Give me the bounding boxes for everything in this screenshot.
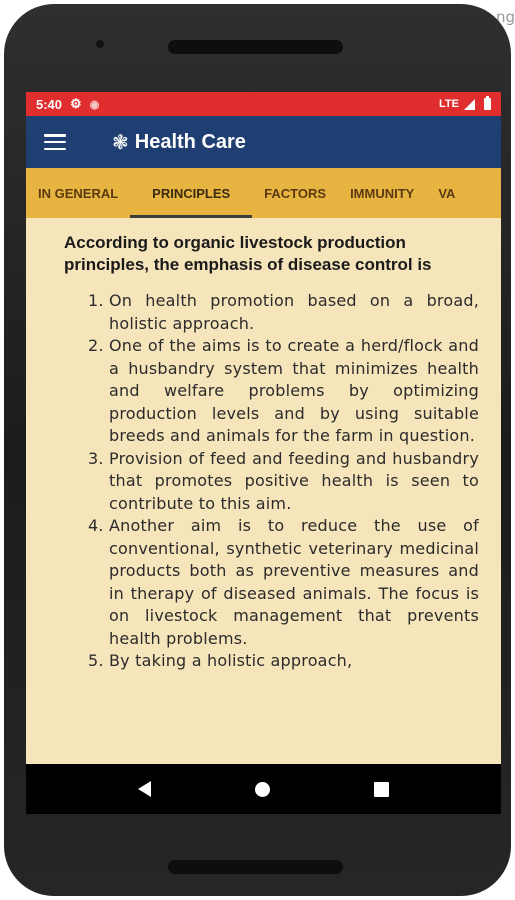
list-item: 3. Provision of feed and feeding and husbandry that promotes positive health is seen to contribute to this aim. — [109, 448, 479, 516]
home-icon[interactable] — [255, 782, 270, 797]
tab-principles[interactable]: PRINCIPLES — [130, 168, 252, 218]
tab-immunity[interactable]: IMMUNITY — [350, 185, 415, 201]
list-item: 1. On health promotion based on a broad, holistic approach. — [109, 290, 479, 335]
edge-text: ng — [495, 8, 515, 26]
tab-factors[interactable]: FACTORS — [264, 185, 327, 201]
status-time: 5:40 — [36, 96, 63, 112]
battery-icon — [484, 98, 491, 110]
tab-in-general[interactable]: IN GENERAL — [38, 185, 119, 201]
app-bar — [26, 116, 501, 168]
app-title-wrap — [112, 130, 246, 155]
snowflake-icon: ❃ — [112, 131, 129, 154]
content-area[interactable] — [26, 218, 501, 764]
intro-text: According to organic livestock production principles, the emphasis of disease control is — [64, 233, 432, 274]
recent-apps-icon[interactable] — [374, 782, 389, 797]
status-bar — [26, 92, 501, 116]
list-item: 4. Another aim is to reduce the use of conventional, synthetic veterinary medicinal products both as preventive measures and in therapy of diseased animals. The focus is on livestock management that prevents health problems. — [109, 515, 479, 650]
network-type: LTE — [439, 98, 459, 110]
tab-bar — [26, 168, 501, 218]
front-camera — [96, 40, 104, 48]
gear-icon: ⚙ — [70, 96, 82, 111]
principles-list — [64, 290, 479, 673]
back-icon[interactable] — [138, 781, 151, 797]
phone-frame — [4, 4, 511, 896]
wifi-icon: ◉ — [89, 98, 100, 111]
app-title: Health Care — [134, 130, 246, 153]
top-speaker — [168, 40, 343, 54]
bottom-speaker — [168, 860, 343, 874]
tab-va[interactable]: VA — [438, 185, 456, 201]
list-item: 2. One of the aims is to create a herd/flock and a husbandry system that minimizes health and welfare problems by optimizing production levels and by using suitable breeds and animals for the farm in question. — [109, 335, 479, 448]
list-item: 5. By taking a holistic approach, — [109, 650, 479, 673]
signal-icon — [464, 99, 475, 110]
menu-icon[interactable] — [44, 134, 66, 150]
navigation-bar — [26, 764, 501, 814]
screen — [26, 92, 501, 814]
status-right — [439, 98, 491, 110]
